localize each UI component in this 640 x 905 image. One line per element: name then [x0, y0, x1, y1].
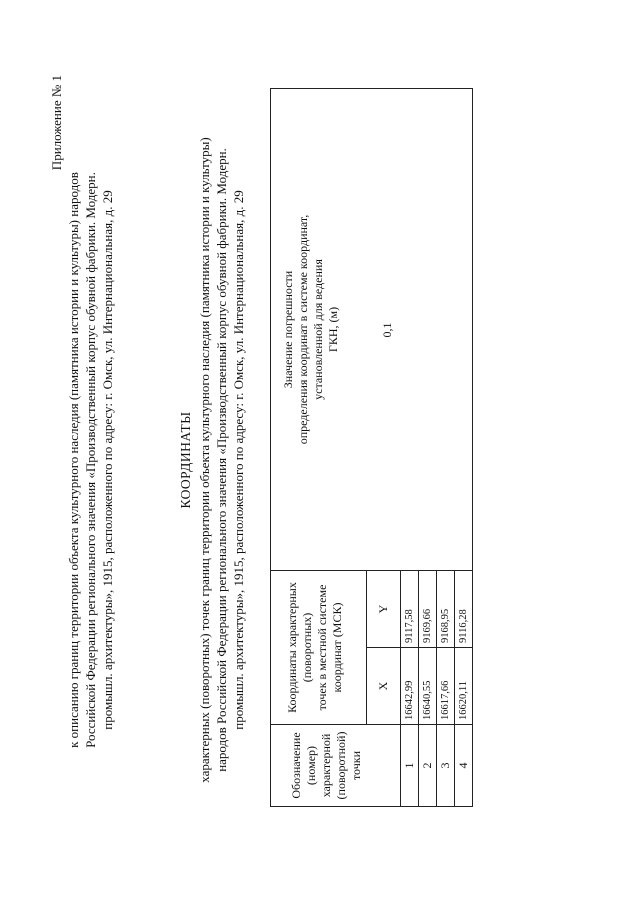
- appendix-number: Приложение № 1: [49, 75, 64, 171]
- coord-y: 9117,58: [401, 571, 419, 648]
- header-y: Y: [367, 571, 401, 648]
- header-point: Обозначение (номер) характерной (поворотной) точки: [271, 725, 401, 807]
- coord-y: 9168,95: [437, 571, 455, 648]
- point-number: 3: [437, 725, 455, 807]
- document-title: КООРДИНАТЫ: [178, 411, 193, 509]
- coordinates-table: [270, 88, 473, 807]
- coord-x: 16617,66: [437, 648, 455, 725]
- coord-y: 9116,28: [455, 571, 473, 648]
- table-header-row: [271, 89, 367, 807]
- subtitle-line: промышл. архитектуры», 1915, расположенного по адресу: г. Омск, ул. Интернациональная, д. 29: [231, 190, 246, 730]
- header-coordinates: Координаты характерных (поворотных) точек в местной системе координат (МСК): [271, 571, 367, 725]
- appendix-line: Российской Федерации регионального значения «Производственный корпус обувной фабрики. Модерн.: [83, 172, 98, 748]
- header-x: X: [367, 648, 401, 725]
- appendix-line: промышл. архитектуры», 1915, расположенного по адресу: г. Омск, ул. Интернациональная, д. 29: [100, 190, 115, 730]
- subtitle-line: народов Российской Федерации регионального значения «Производственный корпус обувной фабрики. Модерн.: [214, 148, 229, 772]
- coord-x: 16620,11: [455, 648, 473, 725]
- point-number: 4: [455, 725, 473, 807]
- subtitle-line: характерных (поворотных) точек границ территории объекта культурного наследия (памятника истории и культуры): [197, 137, 212, 783]
- header-error-cell: [271, 89, 473, 571]
- error-value: 0,1: [380, 322, 394, 338]
- coord-x: 16640,55: [419, 648, 437, 725]
- coord-y: 9169,66: [419, 571, 437, 648]
- coord-x: 16642,99: [401, 648, 419, 725]
- document-subtitle: [196, 75, 247, 845]
- point-number: 1: [401, 725, 419, 807]
- appendix-line: к описанию границ территории объекта культурного наследия (памятника истории и культуры) народов: [66, 172, 81, 748]
- point-number: 2: [419, 725, 437, 807]
- header-error: Значение погрешности определения координат в системе координат, установленной для ведения ГКН, (м): [281, 214, 340, 445]
- appendix-header: [48, 75, 116, 845]
